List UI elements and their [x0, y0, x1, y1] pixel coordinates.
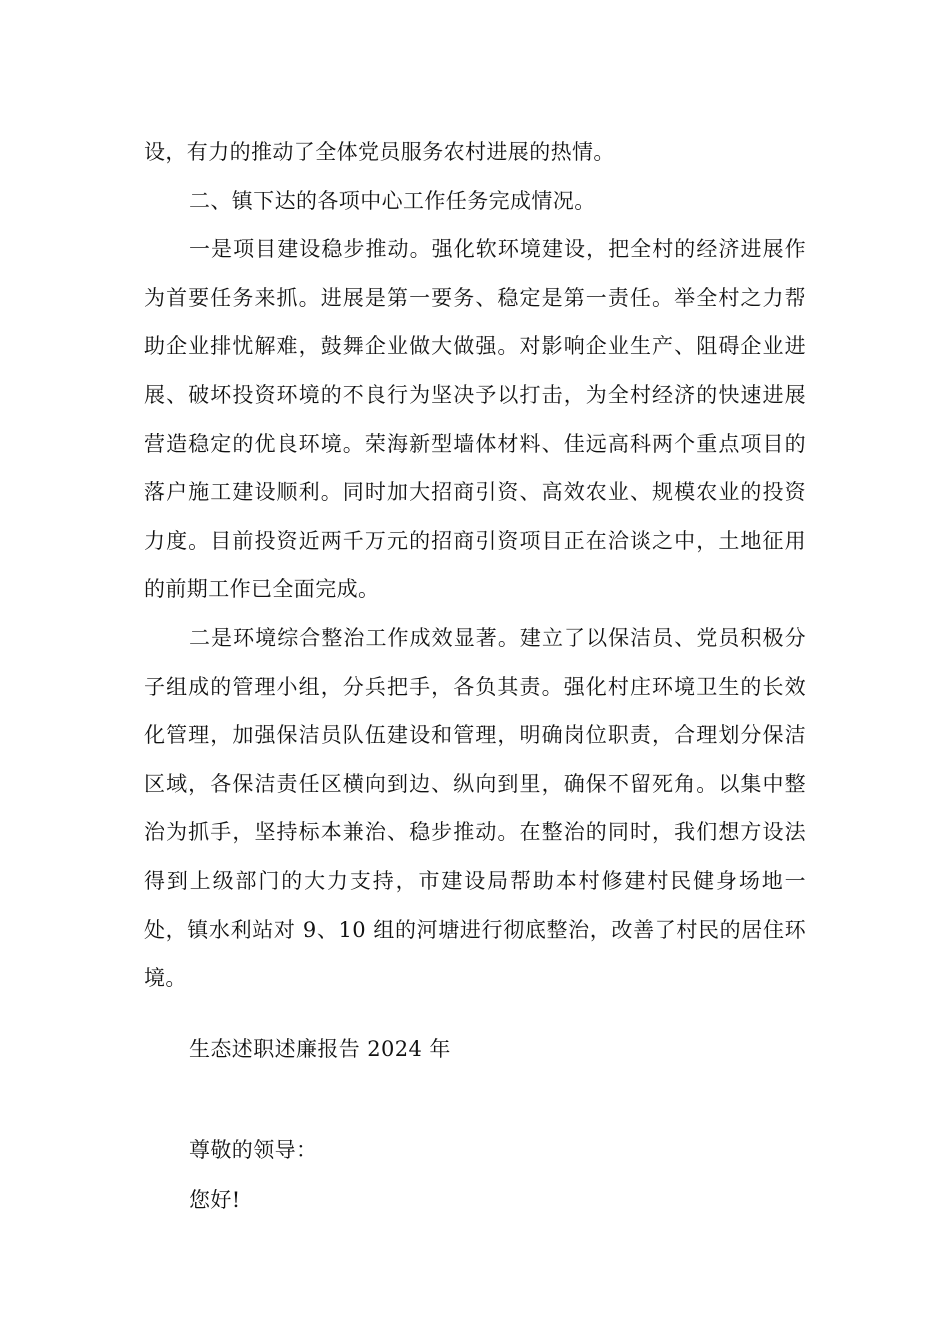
document-body [144, 128, 806, 1003]
salutation: 尊敬的领导： [189, 1138, 318, 1162]
greeting: 您好! [189, 1188, 241, 1212]
paragraph-environment-improvement: 二是环境综合整治工作成效显著。建立了以保洁员、党员积极分子组成的管理小组，分兵把手，各负其责。强化村庄环境卫生的长效化管理，加强保洁员队伍建设和管理，明确岗位职责，合理划分保洁区域，各保洁责任区横向到边、纵向到里，确保不留死角。以集中整治为抓手，坚持标本兼治、稳步推动。在整治的同时，我们想方设法得到上级部门的大力支持，市建设局帮助本村修建村民健身场地一处，镇水利站对 9、10 组的河塘进行彻底整治，改善了村民的居住环境。 [144, 625, 806, 991]
paragraph-continuation: 设，有力的推动了全体党员服务农村进展的热情。 [144, 140, 615, 164]
report-title: 生态述职述廉报告 2024 年 [189, 1037, 451, 1061]
paragraph-project-construction: 一是项目建设稳步推动。强化软环境建设，把全村的经济进展作为首要任务来抓。进展是第一要务、稳定是第一责任。举全村之力帮助企业排忧解难，鼓舞企业做大做强。对影响企业生产、阻碍企业进展、破坏投资环境的不良行为坚决予以打击，为全村经济的快速进展营造稳定的优良环境。荣海新型墙体材料、佳远高科两个重点项目的落户施工建设顺利。同时加大招商引资、高效农业、规模农业的投资力度。目前投资近两千万元的招商引资项目正在洽谈之中，土地征用的前期工作已全面完成。 [144, 237, 806, 602]
section-heading: 二、镇下达的各项中心工作任务完成情况。 [189, 188, 596, 213]
